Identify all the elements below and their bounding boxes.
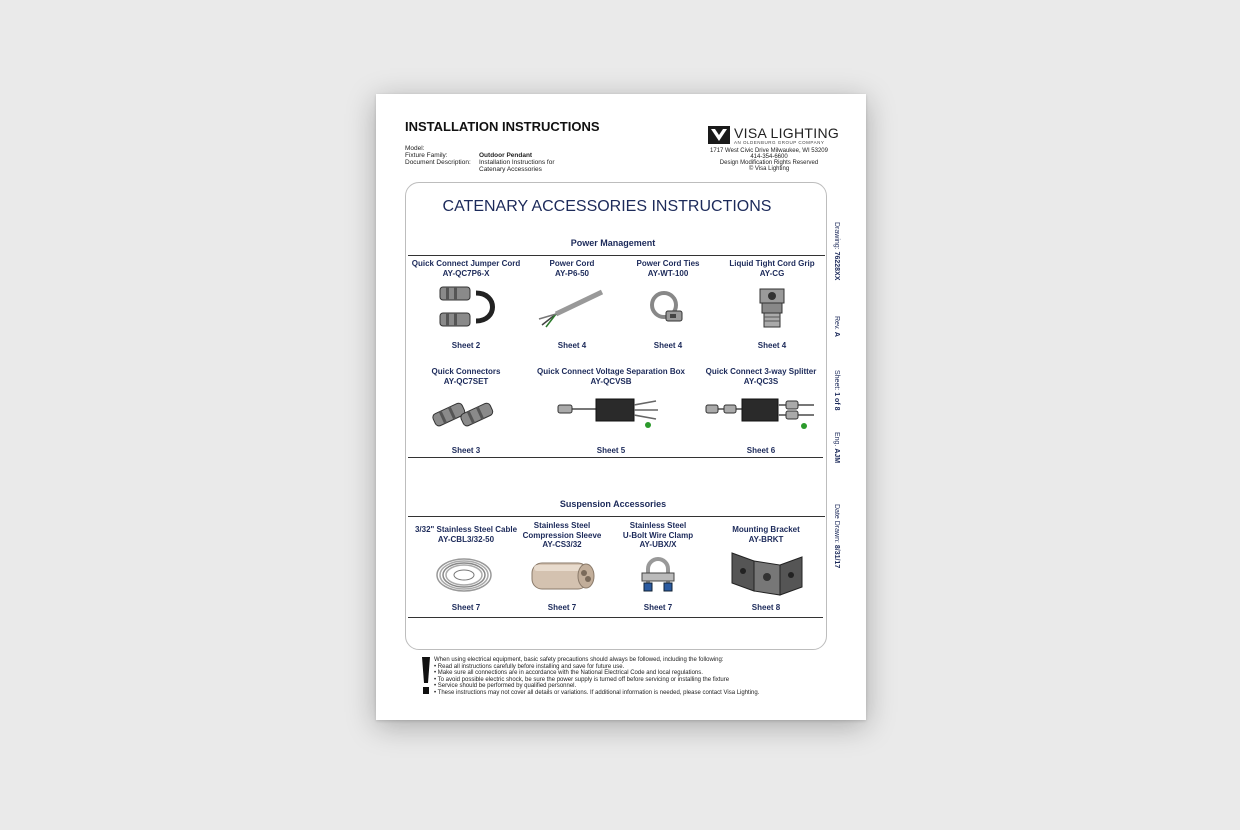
warning-line: When using electrical equipment, basic safety precautions should always be followed, including the following: [434,657,724,663]
description-value-2: Catenary Accessories [479,166,542,173]
item-name: Quick Connect 3-way Splitter [705,367,817,376]
safety-warning [434,657,854,697]
item-code: AY-QC7P6-X [442,268,490,278]
item-name: U-Bolt Wire Clamp [622,530,694,540]
instruction-sheet [376,94,866,720]
item-code: AY-BRKT [748,534,784,544]
item-sheet: Sheet 4 [557,341,587,350]
cord-tie-icon [648,287,688,331]
copyright-note: © Visa Lighting [748,166,790,172]
description-label: Document Description: [405,159,471,166]
item-name: Quick Connectors [431,367,501,376]
engineer [833,432,840,463]
sheet-label: Sheet: [833,370,840,391]
rev-value: A [833,331,840,337]
rights-note: Design Modification Rights Reserved [719,160,819,166]
item-mounting-bracket [706,521,826,621]
divider [408,457,823,458]
item-name: Quick Connect Jumper Cord [411,259,521,268]
item-compression-sleeve [514,521,610,621]
description-value-1: Installation Instructions for [479,159,555,166]
family-value: Outdoor Pendant [479,152,533,159]
item-u-bolt-clamp [610,521,706,621]
divider [408,516,825,517]
company-phone: 414-354-6600 [750,154,788,160]
eng-label: Eng. [833,432,840,447]
warning-line: • These instructions may not cover all details or variations. If additional information is needed, please contact Visa Lighting. [434,689,760,696]
revision [833,316,840,337]
logo-name: VISA LIGHTING [734,125,840,141]
jumper-cord-icon [436,283,498,331]
warning-line: • Make sure all connections are in accordance with the National Electrical Code and local regulations. [434,670,703,677]
item-name: Stainless Steel [533,521,591,530]
power-cord-icon [536,289,606,329]
item-sheet: Sheet 3 [451,446,481,455]
model-label: Model: [405,145,425,152]
item-sheet: Sheet 7 [643,603,673,612]
item-jumper-cord [406,259,526,354]
cable-coil-icon [434,555,494,595]
drawing-number [833,222,840,280]
quick-connectors-icon [431,393,497,433]
page-title: INSTALLATION INSTRUCTIONS [405,119,600,134]
item-sheet: Sheet 4 [757,341,787,350]
item-sheet: Sheet 5 [596,446,626,455]
sheet-value: 1 of 8 [833,392,840,411]
item-name: Compression Sleeve [522,530,602,540]
mounting-bracket-icon [730,547,804,601]
compression-sleeve-icon [528,557,598,593]
item-name: Stainless Steel [629,521,687,530]
divider [408,255,825,256]
item-cord-ties [618,259,718,354]
item-code: AY-WT-100 [647,268,689,278]
item-code: AY-QC7SET [443,376,489,386]
date-label: Date Drawn: [833,504,840,543]
warning-line: • Read all instructions carefully before installing and save for future use. [434,663,625,670]
item-name: 3/32" Stainless Steel Cable [414,525,518,534]
item-name: Liquid Tight Cord Grip [729,259,815,268]
warning-line: • To avoid possible electric shock, be sure the power supply is turned off before servicing or installing the fixture [434,676,730,683]
date-value: 8/31/17 [833,544,840,569]
item-code: AY-CBL3/32-50 [437,534,495,544]
sheet-number [833,370,840,411]
drawing-value: 76228XX [833,251,840,281]
rev-label: Rev. [833,316,840,330]
divider [408,617,823,618]
u-bolt-clamp-icon [638,555,678,597]
warning-line: • Service should be performed by qualified personnel. [434,683,577,690]
item-code: AY-CG [759,268,785,278]
drawing-label: Drawing: [833,222,840,250]
item-code: AY-UBX/X [639,540,677,549]
item-code: AY-QC3S [743,376,779,386]
item-sheet: Sheet 4 [653,341,683,350]
item-sheet: Sheet 6 [746,446,776,455]
item-cable [406,521,526,621]
splitter-icon [704,393,818,433]
item-sheet: Sheet 7 [547,603,577,612]
item-power-cord [526,259,618,354]
item-name: Mounting Bracket [732,525,800,534]
item-cord-grip [718,259,826,354]
eng-value: AJM [833,448,840,464]
logo-subtitle: AN OLDENBURG GROUP COMPANY [734,140,825,145]
item-code: AY-P6-50 [555,268,589,278]
item-code: AY-CS3/32 [542,540,582,549]
item-splitter [696,367,826,459]
item-sheet: Sheet 7 [451,603,481,612]
panel-title: CATENARY ACCESSORIES INSTRUCTIONS [442,198,772,215]
family-label: Fixture Family: [405,152,448,159]
item-name: Power Cord [549,259,595,268]
suspension-accessories-title: Suspension Accessories [559,499,667,509]
item-sheet: Sheet 2 [451,341,481,350]
item-name: Quick Connect Voltage Separation Box [537,367,685,376]
item-quick-connectors [406,367,526,459]
item-separation-box [526,367,696,459]
item-code: AY-QCVSB [590,376,632,386]
power-management-title: Power Management [570,238,656,248]
item-sheet: Sheet 8 [751,603,781,612]
accessories-panel [405,182,827,650]
item-name: Power Cord Ties [636,259,700,268]
cord-grip-icon [756,287,788,331]
exclamation-icon [420,657,432,695]
separation-box-icon [556,393,666,433]
company-address: 1717 West Civic Drive Milwaukee, WI 53209 [710,148,828,154]
date-drawn [833,504,840,568]
visa-logo-icon [708,126,730,144]
